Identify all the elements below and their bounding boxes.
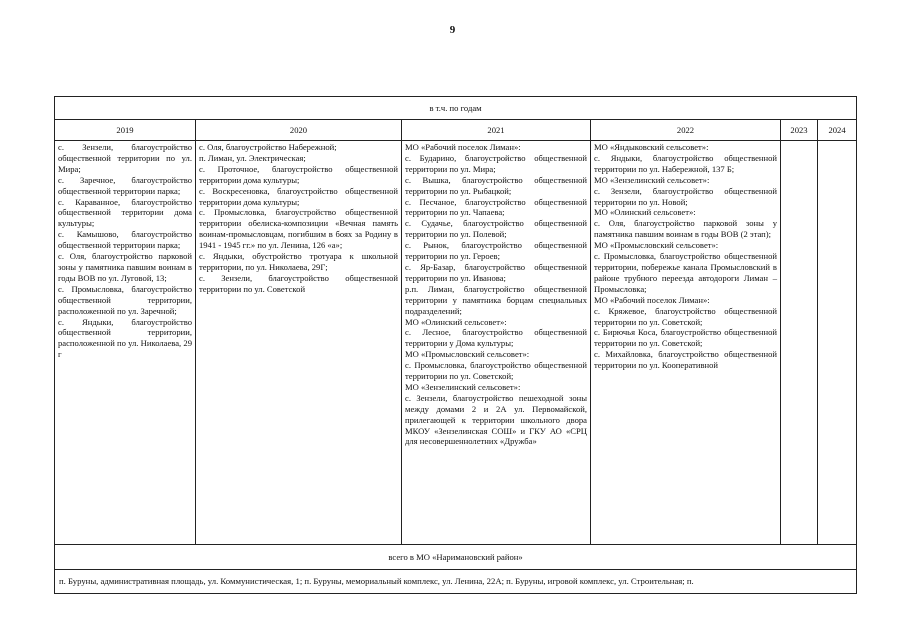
list-item: с. Промысловка, благоустройство общественной территории, расположенной по ул. Заречной;: [58, 283, 192, 316]
list-item: с. Вышка, благоустройство общественной территории по ул. Рыбацкой;: [405, 174, 587, 196]
list-item: с. Судачье, благоустройство общественной территории по ул. Полевой;: [405, 218, 587, 240]
cell-2020: [196, 141, 402, 545]
list-item: с. Камышово, благоустройство общественной территории парка;: [58, 229, 192, 251]
list-item: с. Михайловка, благоустройство общественной территории по ул. Кооперативной: [594, 349, 777, 371]
list-item: с. Кряжевое, благоустройство общественной территории по ул. Советской;: [594, 305, 777, 327]
list-item: с. Промысловка, благоустройство общественной территории, побережье канала Промысловский в районе трубного переезда автодороги Лиман – Промысловка;: [594, 251, 777, 294]
program-table: [54, 96, 857, 594]
list-item: МО «Рабочий поселок Лиман»:: [594, 294, 710, 305]
list-item: п. Лиман, ул. Электрическая;: [199, 152, 306, 163]
list-item: с. Яндыки, благоустройство общественной территории по ул. Набережной, 137 Б;: [594, 152, 777, 174]
list-item: МО «Рабочий поселок Лиман»:: [405, 142, 521, 152]
projects-row: [55, 141, 857, 545]
list-item: с. Промысловка, благоустройство общественной территории по ул. Советской;: [405, 360, 587, 382]
year-header-2020: 2020: [196, 120, 402, 141]
list-item: с. Оля, благоустройство парковой зоны у памятника павшим воинам в годы ВОВ (2 этап);: [594, 218, 777, 240]
cell-2019: [55, 141, 196, 545]
list-item: с. Зензели, благоустройство общественной территории по ул. Новой;: [594, 185, 777, 207]
list-item: с. Лесное, благоустройство общественной территории у Дома культуры;: [405, 327, 587, 349]
list-item: МО «Олинский сельсовет»:: [594, 207, 696, 218]
list-item: с. Зензели, благоустройство пешеходной зоны между домами 2 и 2А ул. Первомайской, прилегающей к территории школьного двора МКОУ «Зензелинская СОШ» и ГКУ АО «СРЦ для несовершеннолетних «Дружба»: [405, 392, 587, 447]
list-item: с. Промысловка, благоустройство общественной территории обелиска-композиции «Вечная память воинам-промысловцам, погибшим в боях за Родину в 1941 - 1945 гг.» по ул. Ленина, 126 «а»;: [199, 207, 398, 251]
list-item: с. Песчаное, благоустройство общественной территории по ул. Чапаева;: [405, 196, 587, 218]
total-header: всего в МО «Наримановский район»: [55, 545, 857, 570]
list-item: с. Яр-Базар, благоустройство общественной территории по ул. Иванова;: [405, 261, 587, 283]
list-item: с. Проточное, благоустройство общественной территории дома культуры;: [199, 163, 398, 185]
cell-2021: [402, 141, 591, 545]
list-item: с. Бударино, благоустройство общественной территории по ул. Мира;: [405, 152, 587, 174]
list-item: МО «Зензелинский сельсовет»:: [405, 381, 521, 392]
list-item: МО «Промысловский сельсовет»:: [405, 349, 530, 360]
year-header-2019: 2019: [55, 120, 196, 141]
list-item: с. Рынок, благоустройство общественной территории по ул. Героев;: [405, 240, 587, 262]
cell-2024: [818, 141, 857, 545]
list-item: МО «Промысловский сельсовет»:: [594, 240, 719, 251]
list-item: с. Оля, благоустройство Набережной;: [199, 142, 337, 152]
group-header-row: [55, 97, 857, 120]
list-item: р.п. Лиман, благоустройство общественной территории у памятника борцам специальных подразделений;: [405, 283, 587, 316]
cell-2023: [781, 141, 818, 545]
list-item: с. Зензели, благоустройство общественной территории по ул. Мира;: [58, 142, 192, 174]
list-item: с. Оля, благоустройство парковой зоны у памятника павшим воинам в годы ВОВ по ул. Луговой, 13;: [58, 251, 192, 283]
list-item: МО «Зензелинский сельсовет»:: [594, 174, 710, 185]
list-item: МО «Яндыковский сельсовет»:: [594, 142, 709, 152]
cell-2022: [591, 141, 781, 545]
list-item: с. Яндыки, обустройство тротуара к школьной территории, по ул. Николаева, 29Г;: [199, 251, 398, 272]
list-item: МО «Олинский сельсовет»:: [405, 316, 507, 327]
list-item: с. Воскресеновка, благоустройство общественной территории дома культуры;: [199, 185, 398, 207]
footer-text: п. Буруны, административная площадь, ул. Коммунистическая, 1; п. Буруны, мемориальный комплекс, ул. Ленина, 22А; п. Буруны, игровой комплекс, ул. Строительная; п.: [55, 570, 857, 594]
list-item: с. Бирючья Коса, благоустройство общественной территории по ул. Советской;: [594, 327, 777, 349]
year-header-2023: 2023: [781, 120, 818, 141]
total-header-row: [55, 545, 857, 570]
page-number: 9: [449, 24, 456, 36]
list-item: с. Заречное, благоустройство общественной территории парка;: [58, 174, 192, 196]
list-item: с. Зензели, благоустройство общественной территории по ул. Советской: [199, 272, 398, 294]
year-header-2022: 2022: [591, 120, 781, 141]
footer-row: [55, 570, 857, 594]
list-item: с. Яндыки, благоустройство общественной территории, расположенной по ул. Николаева, 29 г: [58, 316, 192, 360]
group-header: в т.ч. по годам: [55, 97, 857, 120]
list-item: с. Караванное, благоустройство общественной территории дома культуры;: [58, 196, 192, 229]
year-header-2024: 2024: [818, 120, 857, 141]
year-header-2021: 2021: [402, 120, 591, 141]
year-header-row: [55, 120, 857, 141]
